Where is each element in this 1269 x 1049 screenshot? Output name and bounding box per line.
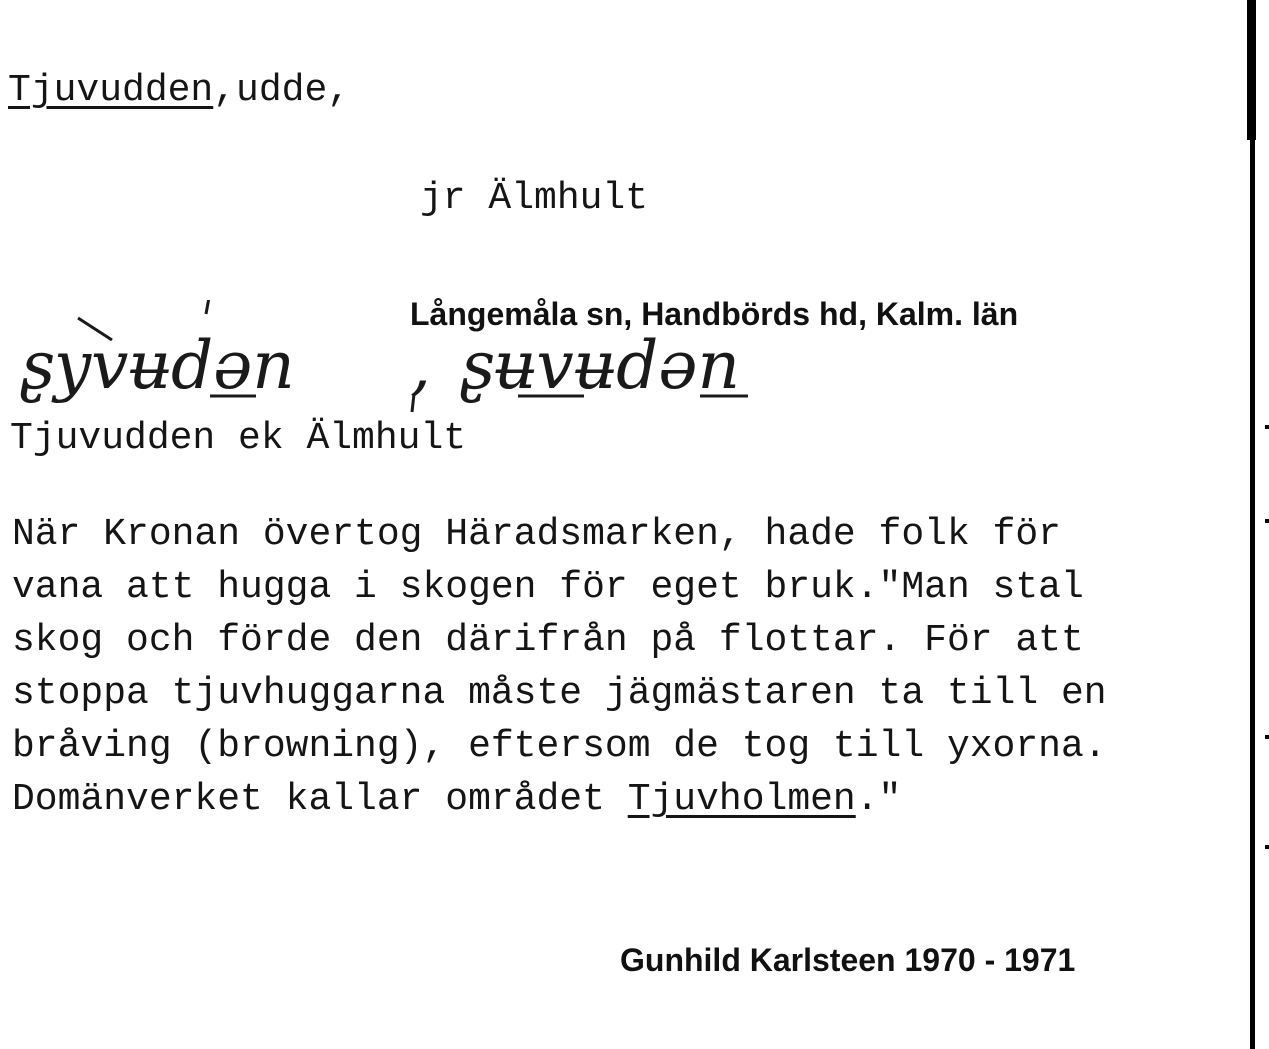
- headword-suffix: ,udde,: [213, 69, 351, 112]
- collector-stamp: Gunhild Karlsteen 1970 - 1971: [620, 942, 1076, 978]
- edge-speck: [1265, 735, 1269, 739]
- last-line-suffix: .": [855, 778, 902, 821]
- edge-speck: [1265, 425, 1269, 429]
- body-line: stoppa tjuvhuggarna måste jägmästaren ta till en: [12, 672, 1107, 715]
- headword-line: [8, 69, 351, 112]
- body-line: skog och förde den därifrån på flottar. För att: [12, 619, 1084, 662]
- pronunciation-separator: ,: [410, 327, 431, 404]
- body-line: bråving (browning), eftersom de tog till yxorna.: [12, 725, 1107, 768]
- card-body: [12, 508, 1212, 826]
- place-name-underlined: Tjuvholmen: [627, 778, 856, 821]
- headword: Tjuvudden: [8, 69, 214, 112]
- body-line: vana att hugga i skogen för eget bruk."Man stal: [12, 566, 1084, 609]
- pronunciation-1: ʂyvʉdən: [20, 327, 295, 404]
- map-reference-line: Tjuvudden ek Älmhult: [10, 417, 467, 460]
- body-line-last: [12, 773, 1212, 826]
- tick-mark: [412, 394, 414, 412]
- acute-accent-mark: [206, 300, 210, 314]
- reference-line: jr Älmhult: [420, 177, 649, 220]
- pronunciation-2: ʂʉvʉdən: [460, 327, 740, 404]
- body-line: När Kronan övertog Häradsmarken, hade folk för: [12, 513, 1061, 556]
- edge-speck: [1265, 845, 1269, 849]
- edge-speck: [1265, 519, 1269, 523]
- card-edge-line: [1250, 0, 1255, 1049]
- parish-line: Långemåla sn, Handbörds hd, Kalm. län: [410, 296, 1019, 332]
- last-line-prefix: Domänverket kallar området: [12, 778, 628, 821]
